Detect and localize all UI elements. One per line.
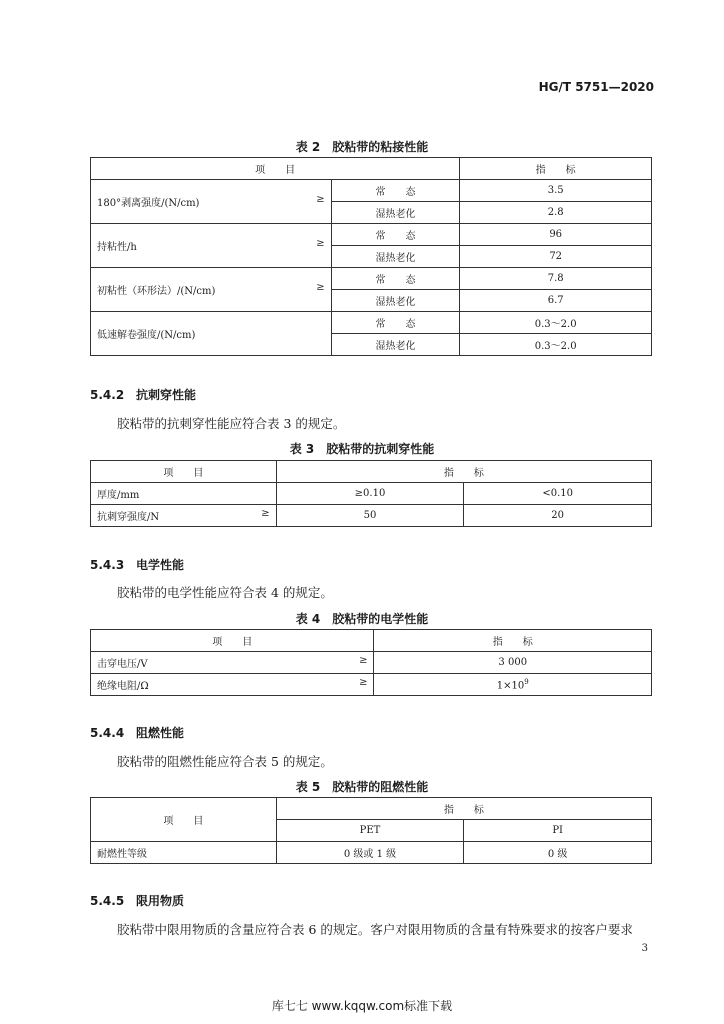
table5-col-pet: PET [276,820,464,842]
table4-caption: 表 4 胶粘带的电学性能 [295,612,429,626]
table5-value: 0 级或 1 级 [276,842,464,864]
table4-head-item: 项 目 [91,630,374,652]
table3-caption: 表 3 胶粘带的抗刺穿性能 [289,442,435,456]
section-paragraph: 胶粘带中限用物质的含量应符合表 6 的规定。客户对限用物质的含量有特殊要求的按客户要求 [117,922,633,937]
page-number: 3 [641,943,648,954]
section-paragraph: 胶粘带的电学性能应符合表 4 的规定。 [117,585,333,600]
table4-value: $1\times 10^9$ [374,674,652,696]
table2-cond: 常 态 [331,180,460,202]
table2-value: 6.7 [460,290,652,312]
table5-value: 0 级 [464,842,652,864]
table3-row-item: 抗刺穿强度/N ≥ [91,505,277,527]
table2-cond: 常 态 [331,312,460,334]
table3-value: 20 [464,505,652,527]
table2-value: 7.8 [460,268,652,290]
table3 [90,460,652,527]
table2-cond: 湿热老化 [331,202,460,224]
table5 [90,797,652,864]
section-paragraph: 胶粘带的抗刺穿性能应符合表 3 的规定。 [117,416,346,431]
table2-head-item: 项 目 [91,158,460,180]
table5-head-index: 指 标 [276,798,651,820]
table5-col-pi: PI [464,820,652,842]
table2-cond: 湿热老化 [331,334,460,356]
table5-head-item: 项 目 [91,798,277,842]
table2-cond: 常 态 [331,268,460,290]
table2-value: 2.8 [460,202,652,224]
table3-value: ≥0.10 [276,483,464,505]
section-heading: 5.4.3 电学性能 [90,558,185,572]
table2-row-item: 持粘性/h ≥ [91,224,332,268]
table3-row-item: 厚度/mm [91,483,277,505]
table2-row-item: 低速解卷强度/(N/cm) [91,312,332,356]
footer-watermark: 库七七 www.kqqw.com标准下载 [271,999,453,1013]
table2 [90,157,652,356]
section-heading: 5.4.2 抗刺穿性能 [90,388,197,402]
table4-row-item: 击穿电压/V ≥ [91,652,374,674]
document-code: HG/T 5751—2020 [538,80,654,94]
table2-cond: 湿热老化 [331,246,460,268]
table2-cond: 湿热老化 [331,290,460,312]
table2-value: 0.3～2.0 [460,334,652,356]
table4 [90,629,652,696]
section-heading: 5.4.4 阻燃性能 [90,726,185,740]
table2-row-item: 初粘性（环形法）/(N/cm) ≥ [91,268,332,312]
table2-row-item: 180°剥离强度/(N/cm) ≥ [91,180,332,224]
table5-caption: 表 5 胶粘带的阻燃性能 [295,780,429,794]
table2-value: 3.5 [460,180,652,202]
table3-head-index: 指 标 [276,461,651,483]
table4-value: 3 000 [374,652,652,674]
table3-head-item: 项 目 [91,461,277,483]
table2-cond: 常 态 [331,224,460,246]
table4-row-item: 绝缘电阻/Ω ≥ [91,674,374,696]
table2-value: 0.3～2.0 [460,312,652,334]
section-heading: 5.4.5 限用物质 [90,894,185,908]
table3-value: <0.10 [464,483,652,505]
section-paragraph: 胶粘带的阻燃性能应符合表 5 的规定。 [117,754,333,769]
table2-value: 72 [460,246,652,268]
table2-caption: 表 2 胶粘带的粘接性能 [295,140,429,154]
table4-head-index: 指 标 [374,630,652,652]
table5-row-item: 耐燃性等级 [91,842,277,864]
table2-value: 96 [460,224,652,246]
table2-head-index: 指 标 [460,158,652,180]
table3-value: 50 [276,505,464,527]
